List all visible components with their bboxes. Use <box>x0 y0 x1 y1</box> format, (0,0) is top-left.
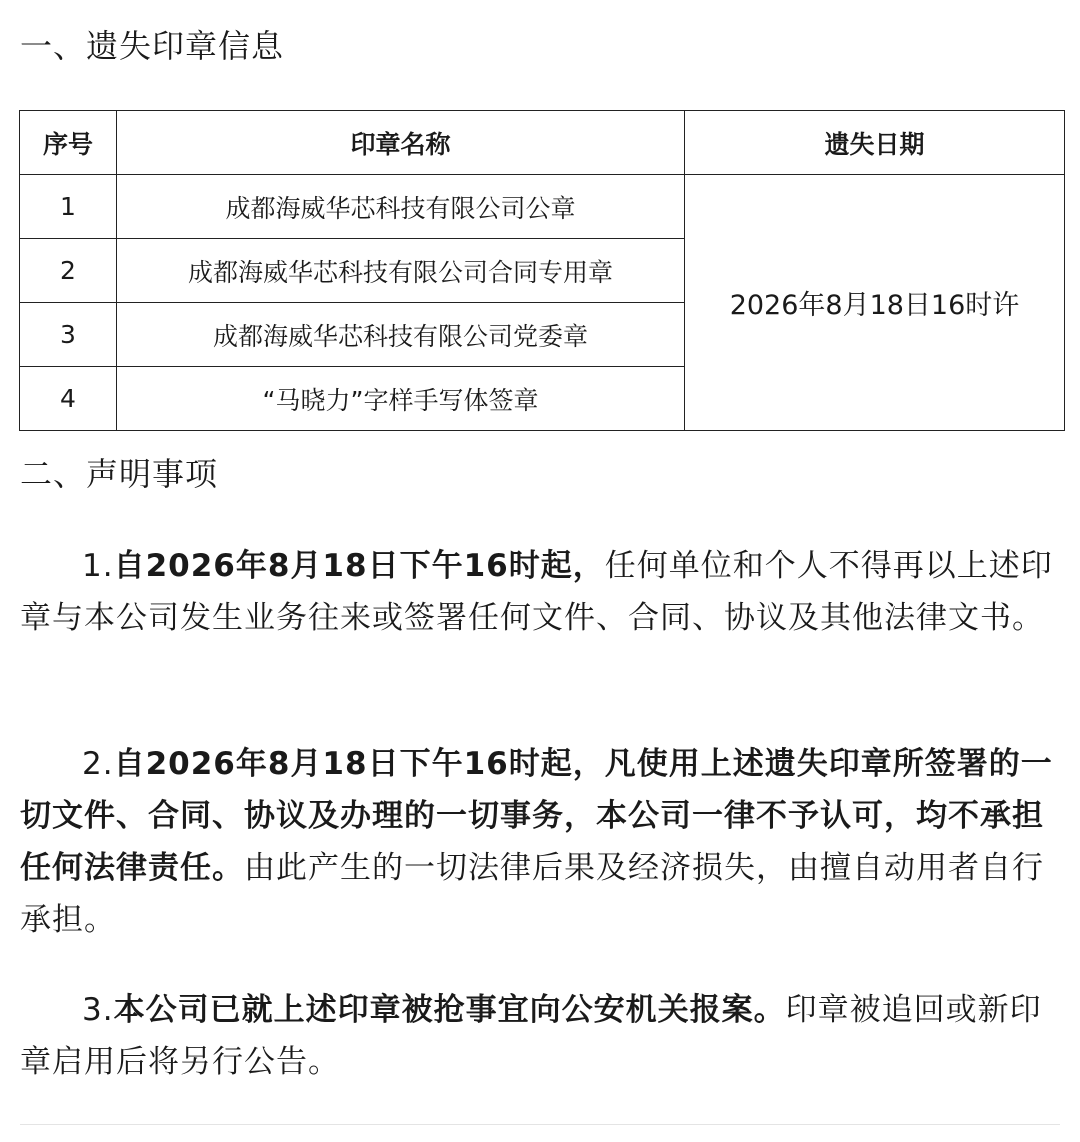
table-row <box>20 175 1065 239</box>
header-seal-name: 印章名称 <box>117 111 685 175</box>
bottom-divider <box>20 1124 1060 1125</box>
row-index: 2 <box>20 239 117 303</box>
section-heading-lost-seals: 一、遗失印章信息 <box>20 27 285 65</box>
item-number: 2. <box>82 746 114 782</box>
row-index: 3 <box>20 303 117 367</box>
statement-item-3 <box>20 984 1062 1088</box>
row-seal-name: 成都海威华芯科技有限公司公章 <box>117 175 685 239</box>
item-bold-text: 本公司已就上述印章被抢事宜向公安机关报案。 <box>113 992 786 1028</box>
lost-date-cell: 2026年8月18日16时许 <box>685 175 1065 431</box>
statement-item-1 <box>20 540 1062 644</box>
item-bold-text: 自2026年8月18日下午16时起， <box>113 548 605 584</box>
statement-item-2 <box>20 738 1062 946</box>
item-number: 3. <box>82 992 114 1028</box>
row-seal-name: 成都海威华芯科技有限公司党委章 <box>117 303 685 367</box>
section-heading-statement: 二、声明事项 <box>20 455 219 493</box>
header-lost-date: 遗失日期 <box>685 111 1065 175</box>
row-seal-name: 成都海威华芯科技有限公司合同专用章 <box>117 239 685 303</box>
row-seal-name: “马晓力”字样手写体签章 <box>117 367 685 431</box>
header-index: 序号 <box>20 111 117 175</box>
item-text: 印章被追回或新印章启用后将另行公告。 <box>20 992 1042 1080</box>
item-text: 由此产生的一切法律后果及经济损失，由擅自动用者自行承担。 <box>20 850 1044 938</box>
row-index: 1 <box>20 175 117 239</box>
item-text: 任何单位和个人不得再以上述印章与本公司发生业务往来或签署任何文件、合同、协议及其他法律文书。 <box>20 548 1053 636</box>
item-number: 1. <box>82 548 114 584</box>
item-bold-text: 自2026年8月18日下午16时起，凡使用上述遗失印章所签署的一切文件、合同、协议及办理的一切事务，本公司一律不予认可，均不承担任何法律责任。 <box>20 746 1053 886</box>
lost-seals-table <box>19 110 1065 431</box>
table-header-row <box>20 111 1065 175</box>
row-index: 4 <box>20 367 117 431</box>
